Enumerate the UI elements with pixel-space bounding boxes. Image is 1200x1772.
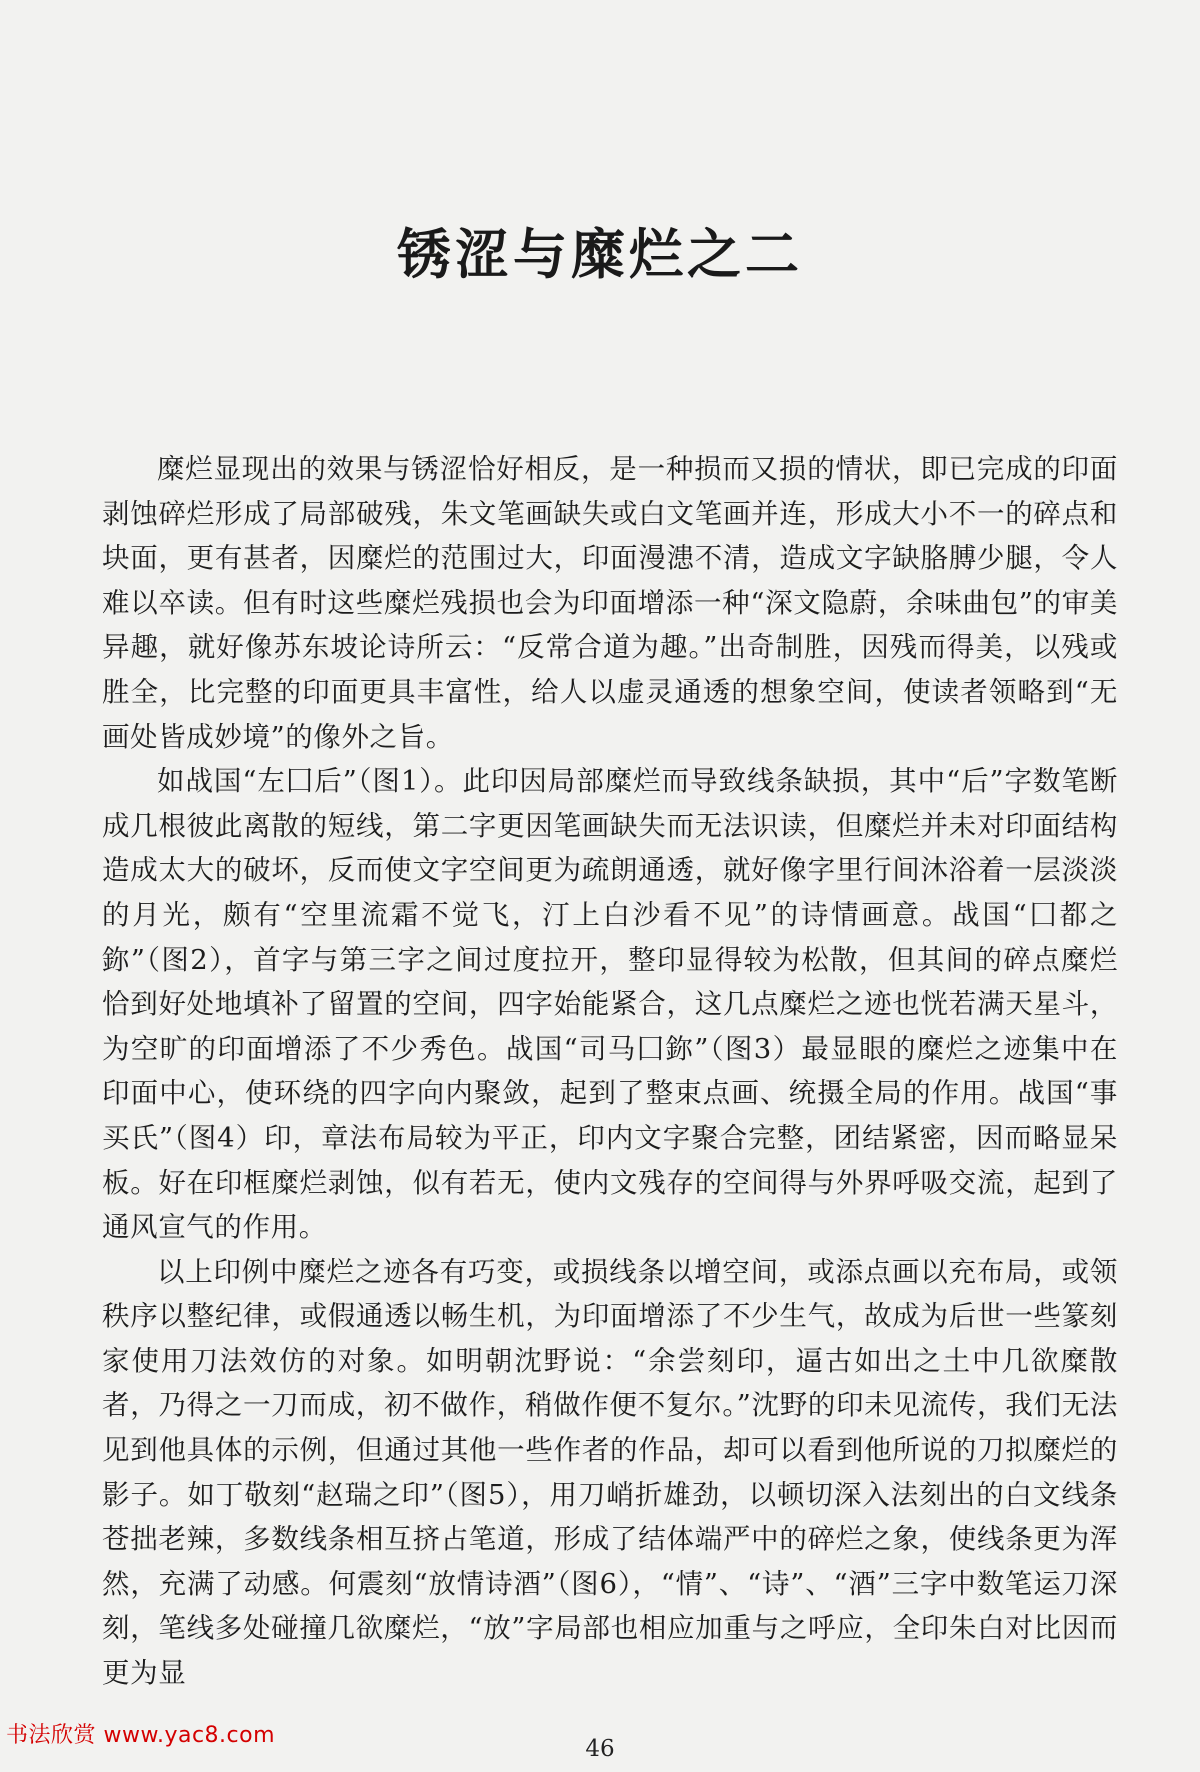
paragraph-1: 糜烂显现出的效果与锈涩恰好相反，是一种损而又损的情状，即已完成的印面剥蚀碎烂形成了局部破残，朱文笔画缺失或白文笔画并连，形成大小不一的碎点和块面，更有甚者，因糜烂的范围过大，印面漫漶不清，造成文字缺胳膊少腿，令人难以卒读。但有时这些糜烂残损也会为印面增添一种“深文隐蔚，余味曲包”的审美异趣，就好像苏东坡论诗所云：“反常合道为趣。”出奇制胜，因残而得美，以残或胜全，比完整的印面更具丰富性，给人以虚灵通透的想象空间，使读者领略到“无画处皆成妙境”的像外之旨。: [102, 453, 1118, 753]
paragraph-2: 如战国“左囗后”（图1）。此印因局部糜烂而导致线条缺损，其中“后”字数笔断成几根彼此离散的短线，第二字更因笔画缺失而无法识读，但糜烂并未对印面结构造成太大的破坏，反而使文字空间更为疏朗通透，就好像字里行间沐浴着一层淡淡的月光，颇有“空里流霜不觉飞，汀上白沙看不见”的诗情画意。战国“囗都之鉨”（图2），首字与第三字之间过度拉开，整印显得较为松散，但其间的碎点糜烂恰到好处地填补了留置的空间，四字始能紧合，这几点糜烂之迹也恍若满天星斗，为空旷的印面增添了不少秀色。战国“司马囗鉨”（图3）最显眼的糜烂之迹集中在印面中心，使环绕的四字向内聚敛，起到了整束点画、统摄全局的作用。战国“事买氏”（图4）印，章法布局较为平正，印内文字聚合完整，团结紧密，因而略显呆板。好在印框糜烂剥蚀，似有若无，使内文残存的空间得与外界呼吸交流，起到了通风宣气的作用。: [102, 765, 1118, 1244]
page-number: 46: [585, 1736, 615, 1762]
paragraph-3: 以上印例中糜烂之迹各有巧变，或损线条以增空间，或添点画以充布局，或领秩序以整纪律，或假通透以畅生机，为印面增添了不少生气，故成为后世一些篆刻家使用刀法效仿的对象。如明朝沈野说：“余尝刻印，逼古如出之土中几欲糜散者，乃得之一刀而成，初不做作，稍做作便不复尔。”沈野的印未见流传，我们无法见到他具体的示例，但通过其他一些作者的作品，却可以看到他所说的刀拟糜烂的影子。如丁敬刻“赵瑞之印”（图5），用刀峭折雄劲，以顿切深入法刻出的白文线条苍拙老辣，多数线条相互挤占笔道，形成了结体端严中的碎烂之象，使线条更为浑然，充满了动感。何震刻“放情诗酒”（图6），“情”、“诗”、“酒”三字中数笔运刀深刻，笔线多处碰撞几欲糜烂，“放”字局部也相应加重与之呼应，全印朱白对比因而更为显: [102, 1255, 1118, 1690]
page-title: 锈涩与糜烂之二: [397, 222, 803, 286]
body-text: [102, 447, 1118, 1696]
watermark-text: 书法欣赏 www.yac8.com: [6, 1723, 276, 1748]
